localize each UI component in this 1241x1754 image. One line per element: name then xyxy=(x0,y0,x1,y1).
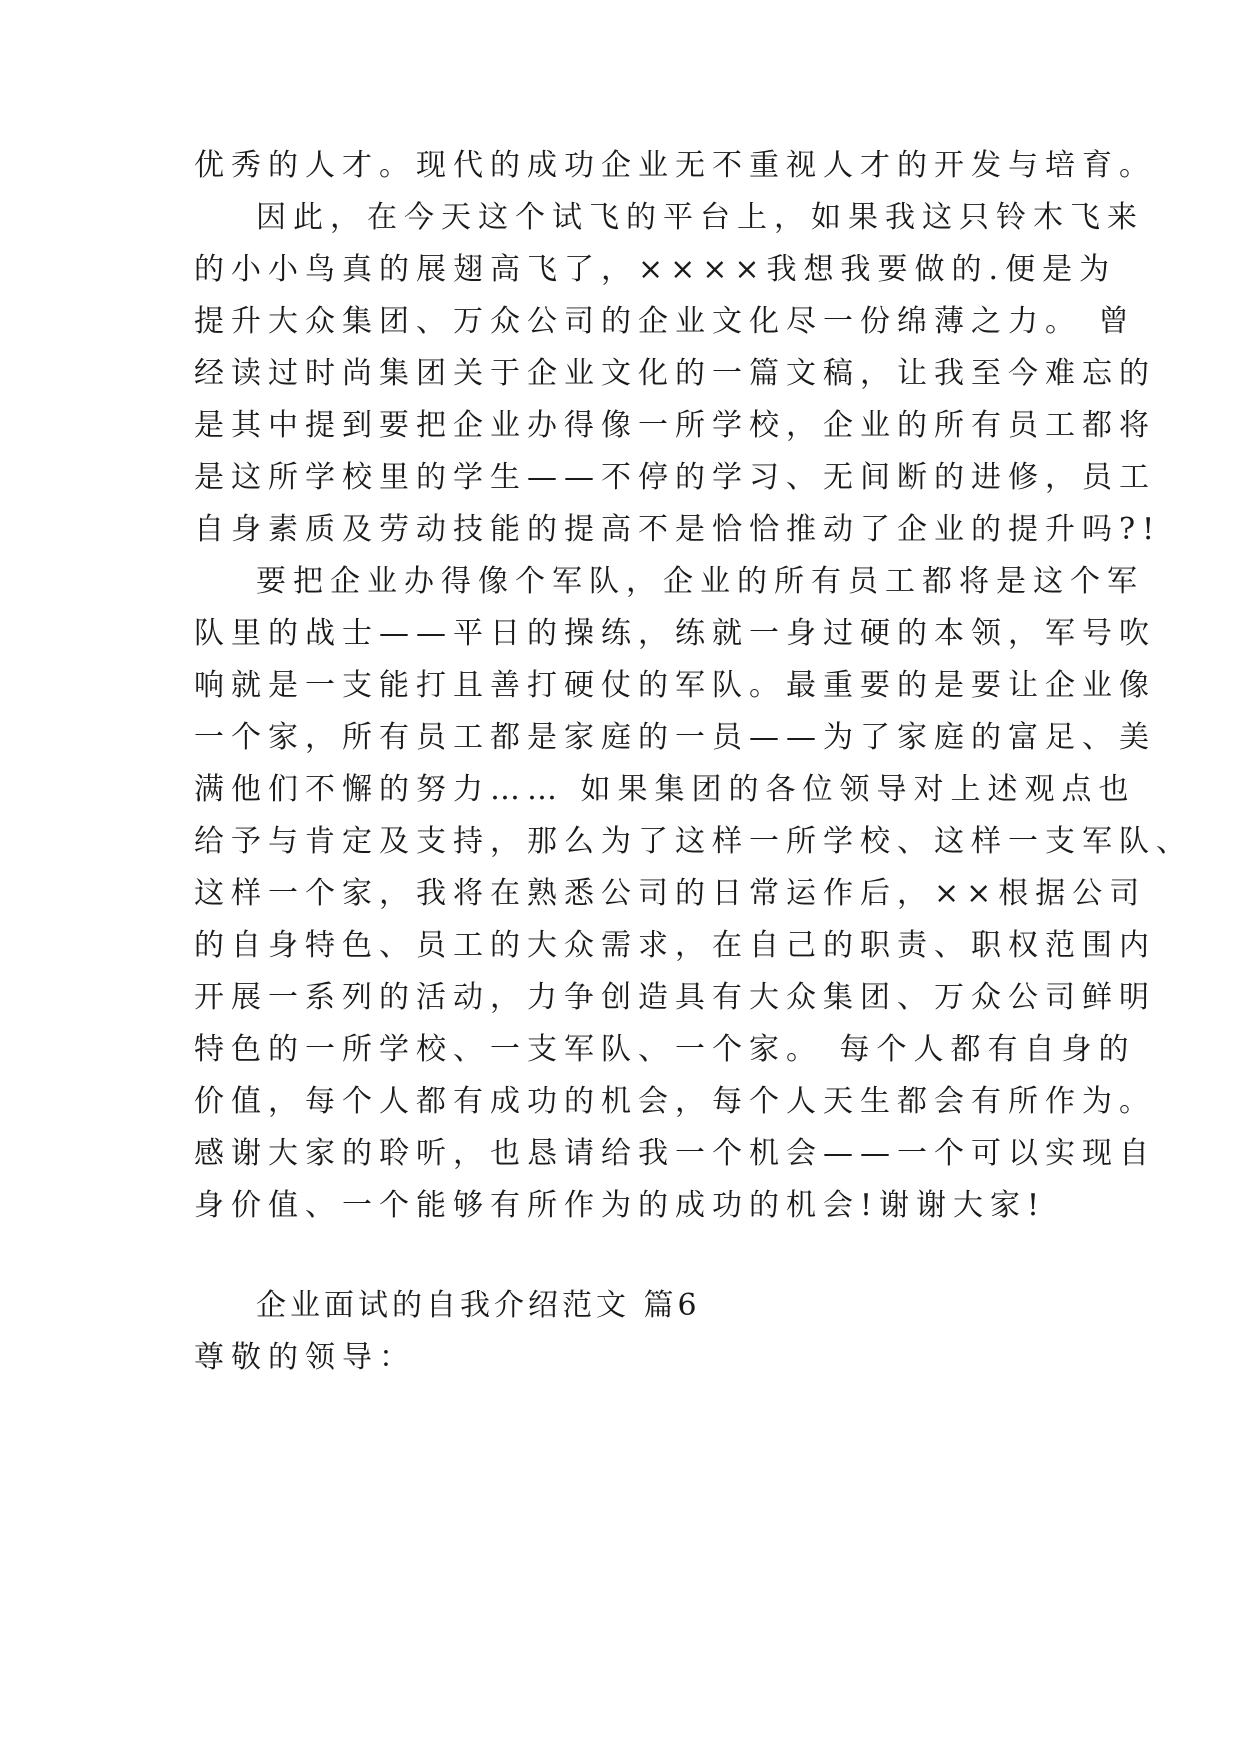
body-text-line: 感谢大家的聆听，也恳请给我一个机会——一个可以实现自 xyxy=(194,1136,1156,1171)
body-text-line: 满他们不懈的努力…… 如果集团的各位领导对上述观点也 xyxy=(194,772,1136,807)
body-text-line: 自身素质及劳动技能的提高不是恰恰推动了企业的提升吗?! xyxy=(194,512,1162,547)
body-text-line: 这样一个家，我将在熟悉公司的日常运作后，××根据公司 xyxy=(194,876,1147,911)
body-text-line: 优秀的人才。现代的成功企业无不重视人才的开发与培育。 xyxy=(194,148,1156,183)
body-text-line: 一个家，所有员工都是家庭的一员——为了家庭的富足、美 xyxy=(194,720,1156,755)
body-text-line: 开展一系列的活动，力争创造具有大众集团、万众公司鲜明 xyxy=(194,980,1156,1015)
section-heading: 企业面试的自我介绍范文 篇6 xyxy=(256,1288,701,1323)
body-text-line: 要把企业办得像个军队，企业的所有员工都将是这个军 xyxy=(256,564,1144,599)
body-text-line: 经读过时尚集团关于企业文化的一篇文稿，让我至今难忘的 xyxy=(194,356,1156,391)
body-text-line: 给予与肯定及支持，那么为了这样一所学校、这样一支军队、 xyxy=(194,824,1193,859)
body-text-line: 提升大众集团、万众公司的企业文化尽一份绵薄之力。 曾 xyxy=(194,304,1136,339)
body-text-line: 特色的一所学校、一支军队、一个家。 每个人都有自身的 xyxy=(194,1032,1136,1067)
body-text-line: 队里的战士——平日的操练，练就一身过硬的本领，军号吹 xyxy=(194,616,1156,651)
salutation: 尊敬的领导： xyxy=(194,1340,416,1375)
body-text-line: 的自身特色、员工的大众需求，在自己的职责、职权范围内 xyxy=(194,928,1156,963)
body-text-line: 是这所学校里的学生——不停的学习、无间断的进修，员工 xyxy=(194,460,1156,495)
body-text-line: 因此，在今天这个试飞的平台上，如果我这只铃木飞来 xyxy=(256,200,1144,235)
body-text-line: 身价值、一个能够有所作为的成功的机会!谢谢大家! xyxy=(194,1188,1047,1223)
body-text-line: 是其中提到要把企业办得像一所学校，企业的所有员工都将 xyxy=(194,408,1156,443)
body-text-line: 价值，每个人都有成功的机会，每个人天生都会有所作为。 xyxy=(194,1084,1156,1119)
body-text-line: 的小小鸟真的展翅高飞了，××××我想我要做的.便是为 xyxy=(194,252,1117,287)
body-text-line: 响就是一支能打且善打硬仗的军队。最重要的是要让企业像 xyxy=(194,668,1156,703)
